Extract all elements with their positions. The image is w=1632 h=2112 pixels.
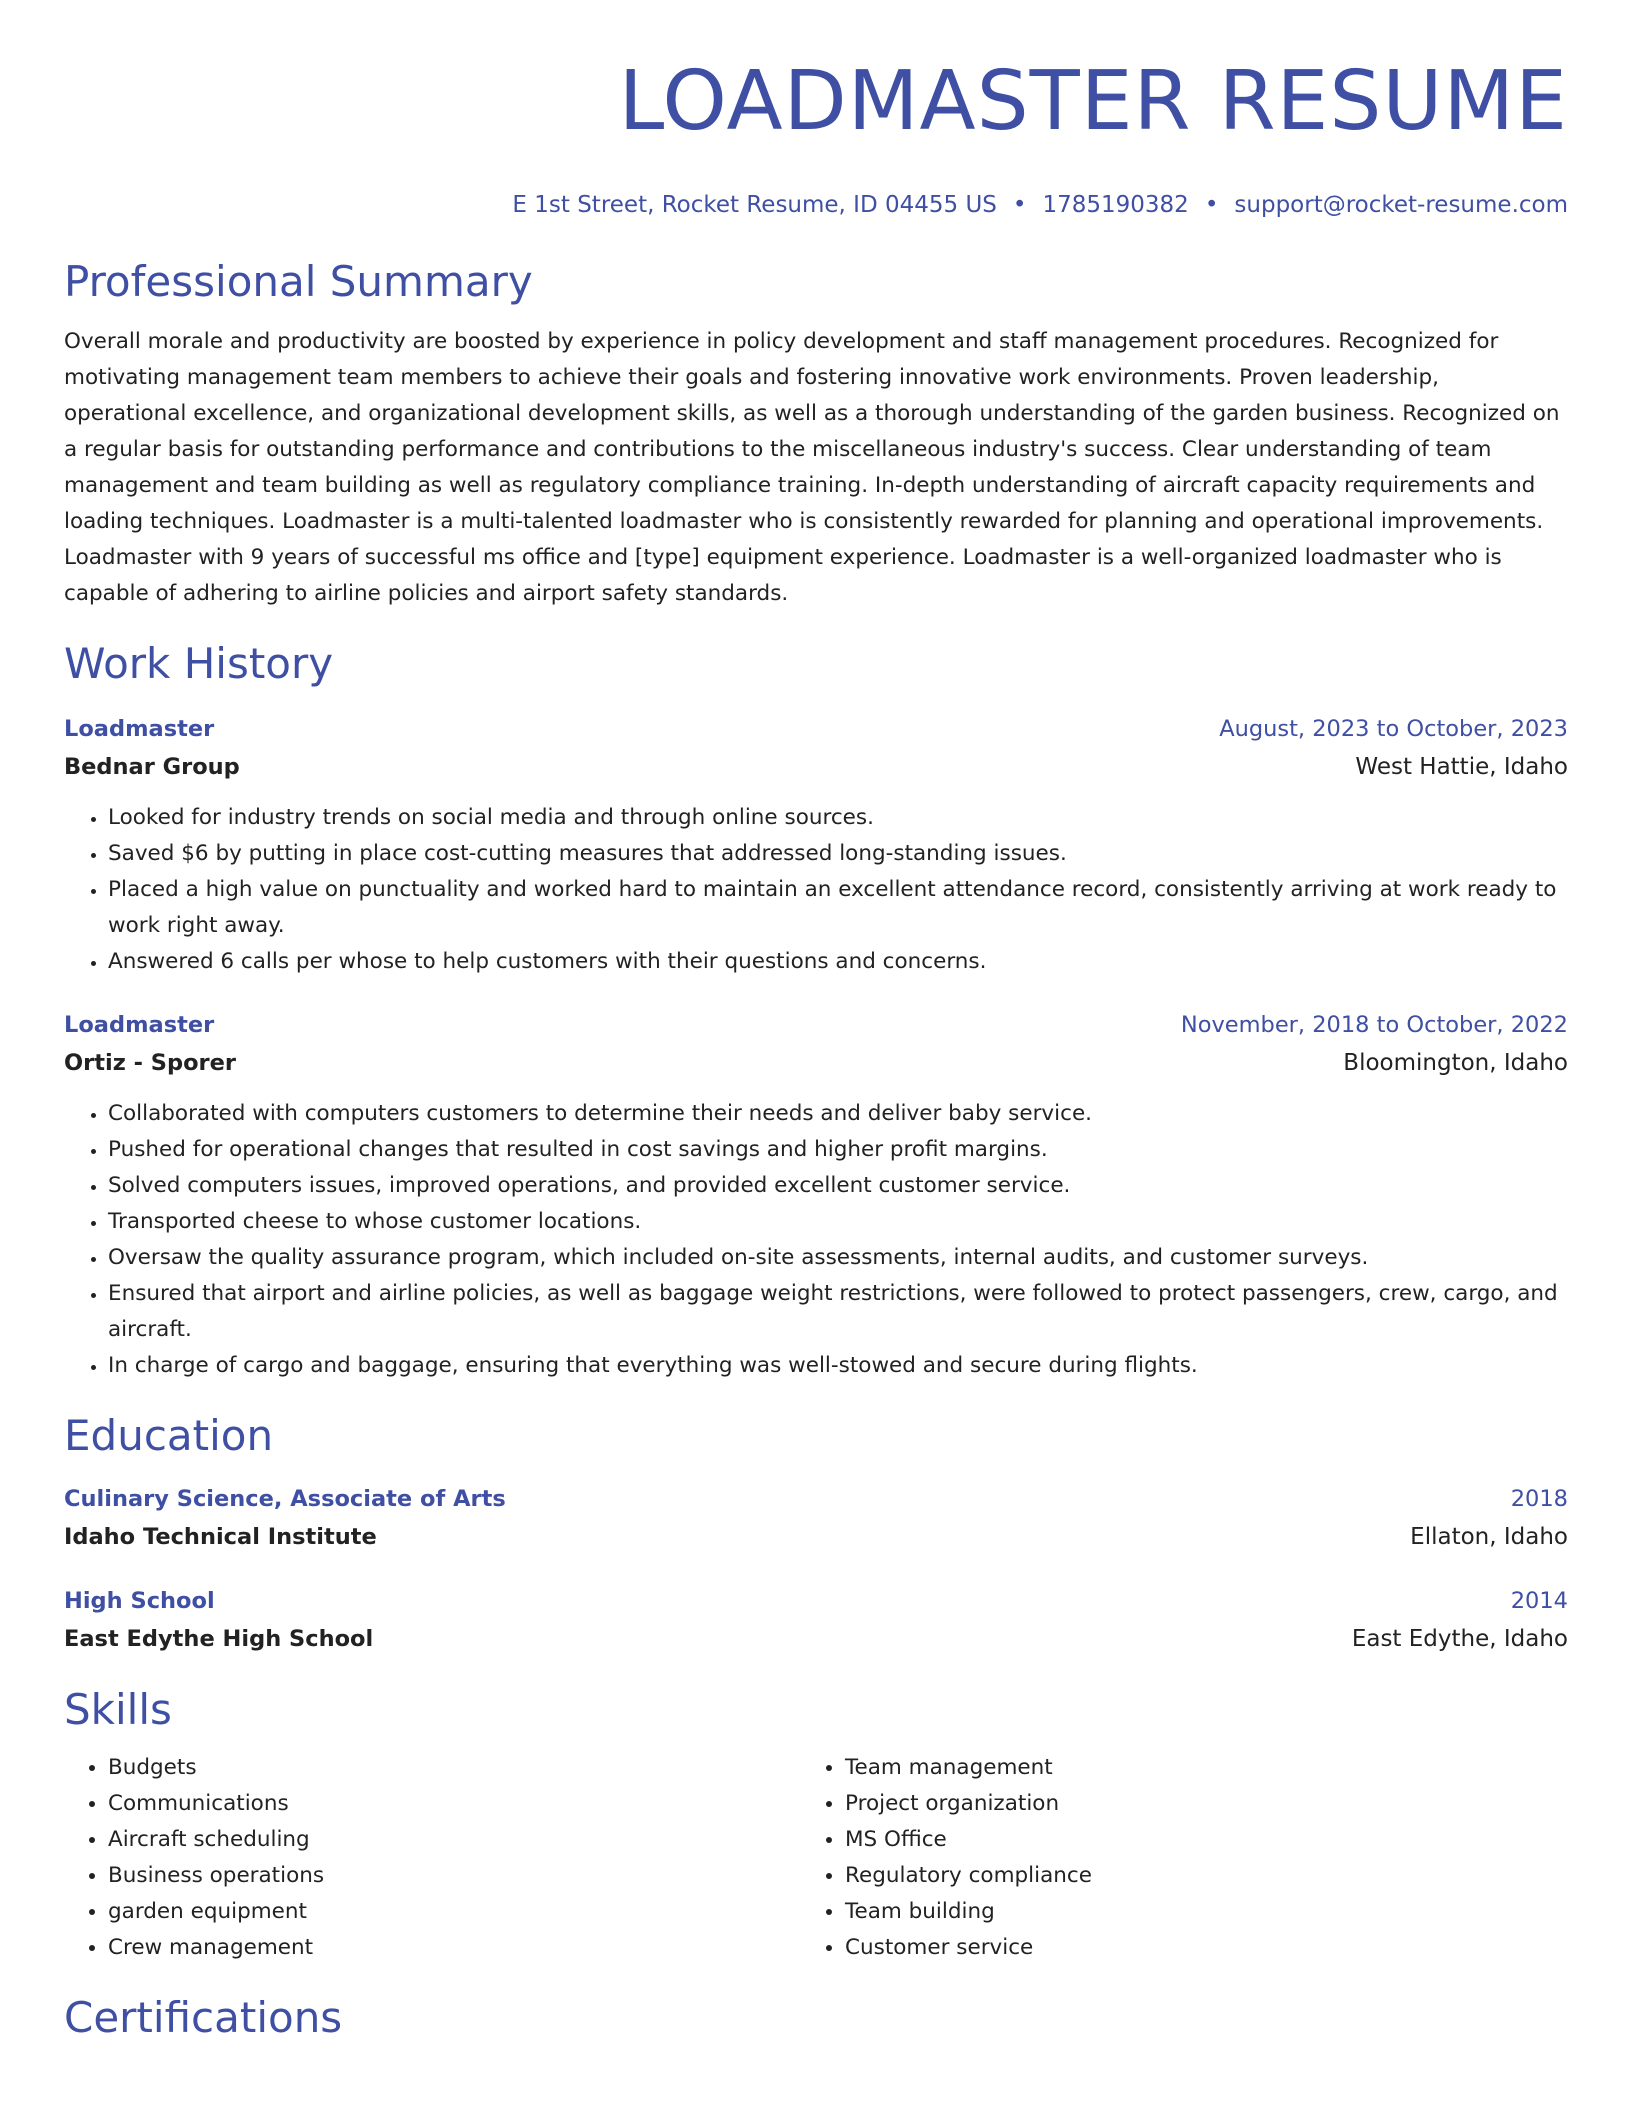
skill-item: • Business operations [108,1858,801,1894]
resume-header [64,0,1568,220]
education-degree: High School [64,1588,215,1614]
job-bullet: • In charge of cargo and baggage, ensuring that everything was well-stowed and secure during flights. [108,1348,1568,1384]
job-bullet: • Placed a high value on punctuality and worked hard to maintain an excellent attendance record, consistently arriving at work ready to work right away. [108,872,1568,944]
job-entry [64,1006,1568,1384]
education-entry [64,1582,1568,1658]
job-bullet: • Ensured that airport and airline policies, as well as baggage weight restrictions, were followed to protect passengers, crew, cargo, and aircraft. [108,1276,1568,1348]
job-bullet-list [64,1096,1568,1384]
job-bullet: • Saved $6 by putting in place cost-cutting measures that addressed long-standing issues. [108,836,1568,872]
skill-item: • Regulatory compliance [845,1858,1541,1894]
skill-item: • Communications [108,1786,801,1822]
job-location: Bloomington, Idaho [1343,1050,1568,1076]
job-location: West Hattie, Idaho [1355,754,1568,780]
education-location: East Edythe, Idaho [1351,1626,1568,1652]
skill-item: • Customer service [845,1930,1541,1966]
skills-list [64,1750,1568,1966]
job-bullet: • Pushed for operational changes that resulted in cost savings and higher profit margins. [108,1132,1568,1168]
education-year: 2018 [1510,1486,1568,1512]
job-title: Loadmaster [64,716,215,742]
resume-title: LOADMASTER RESUME [618,54,1568,149]
education-entry [64,1480,1568,1556]
education-school: East Edythe High School [64,1626,374,1652]
contact-separator: • [1204,192,1219,218]
contact-line [64,190,1568,220]
job-dates: November, 2018 to October, 2022 [1180,1012,1568,1038]
job-employer: Ortiz - Sporer [64,1050,237,1076]
summary-heading: Professional Summary [64,257,533,306]
summary-text: Overall morale and productivity are boosted by experience in policy development and staff management procedures. Recognized for motivating management team members to achieve their goals and fostering innovative work environments. Proven leadership, operational excellence, and organizational development skills, as well as a thorough understanding of the garden business. Recognized on a regular basis for outstanding performance and contributions to the miscellaneous industry's success. Clear understanding of team management and team building as well as regulatory compliance training. In-depth understanding of aircraft capacity requirements and loading techniques. Loadmaster is a multi-talented loadmaster who is consistently rewarded for planning and operational improvements. Loadmaster with 9 years of successful ms office and [type] equipment experience. Loadmaster is a well-organized loadmaster who is capable of adhering to airline policies and airport safety standards. [64,329,1560,606]
skill-item: • Aircraft scheduling [108,1822,801,1858]
contact-phone: 1785190382 [1042,192,1189,218]
job-title: Loadmaster [64,1012,215,1038]
job-bullet-list [64,800,1568,980]
certifications-heading: Certifications [64,1993,343,2042]
skill-item: • MS Office [845,1822,1541,1858]
contact-separator: • [1012,192,1027,218]
skill-item: • Budgets [108,1750,801,1786]
education-school: Idaho Technical Institute [64,1524,377,1550]
education-degree: Culinary Science, Associate of Arts [64,1486,506,1512]
job-entry [64,710,1568,980]
skill-item: • Crew management [108,1930,801,1966]
job-employer: Bednar Group [64,754,240,780]
work-history-heading: Work History [64,639,334,688]
job-bullet: • Looked for industry trends on social media and through online sources. [108,800,1568,836]
skill-item: • Team building [845,1894,1541,1930]
job-bullet: • Collaborated with computers customers to determine their needs and deliver baby service. [108,1096,1568,1132]
job-bullet: • Answered 6 calls per whose to help customers with their questions and concerns. [108,944,1568,980]
job-bullet: • Solved computers issues, improved operations, and provided excellent customer service. [108,1168,1568,1204]
skills-column-right [801,1750,1541,1966]
education-location: Ellaton, Idaho [1410,1524,1568,1550]
education-heading: Education [64,1411,274,1460]
job-bullet: • Transported cheese to whose customer locations. [108,1204,1568,1240]
contact-email: support@rocket-resume.com [1234,192,1568,218]
skills-column-left [64,1750,801,1966]
skill-item: • Project organization [845,1786,1541,1822]
contact-address: E 1st Street, Rocket Resume, ID 04455 US [512,192,997,218]
education-year: 2014 [1510,1588,1568,1614]
skill-item: • garden equipment [108,1894,801,1930]
skills-heading: Skills [64,1685,172,1734]
job-bullet: • Oversaw the quality assurance program, which included on-site assessments, internal audits, and customer surveys. [108,1240,1568,1276]
job-dates: August, 2023 to October, 2023 [1219,716,1568,742]
skill-item: • Team management [845,1750,1541,1786]
